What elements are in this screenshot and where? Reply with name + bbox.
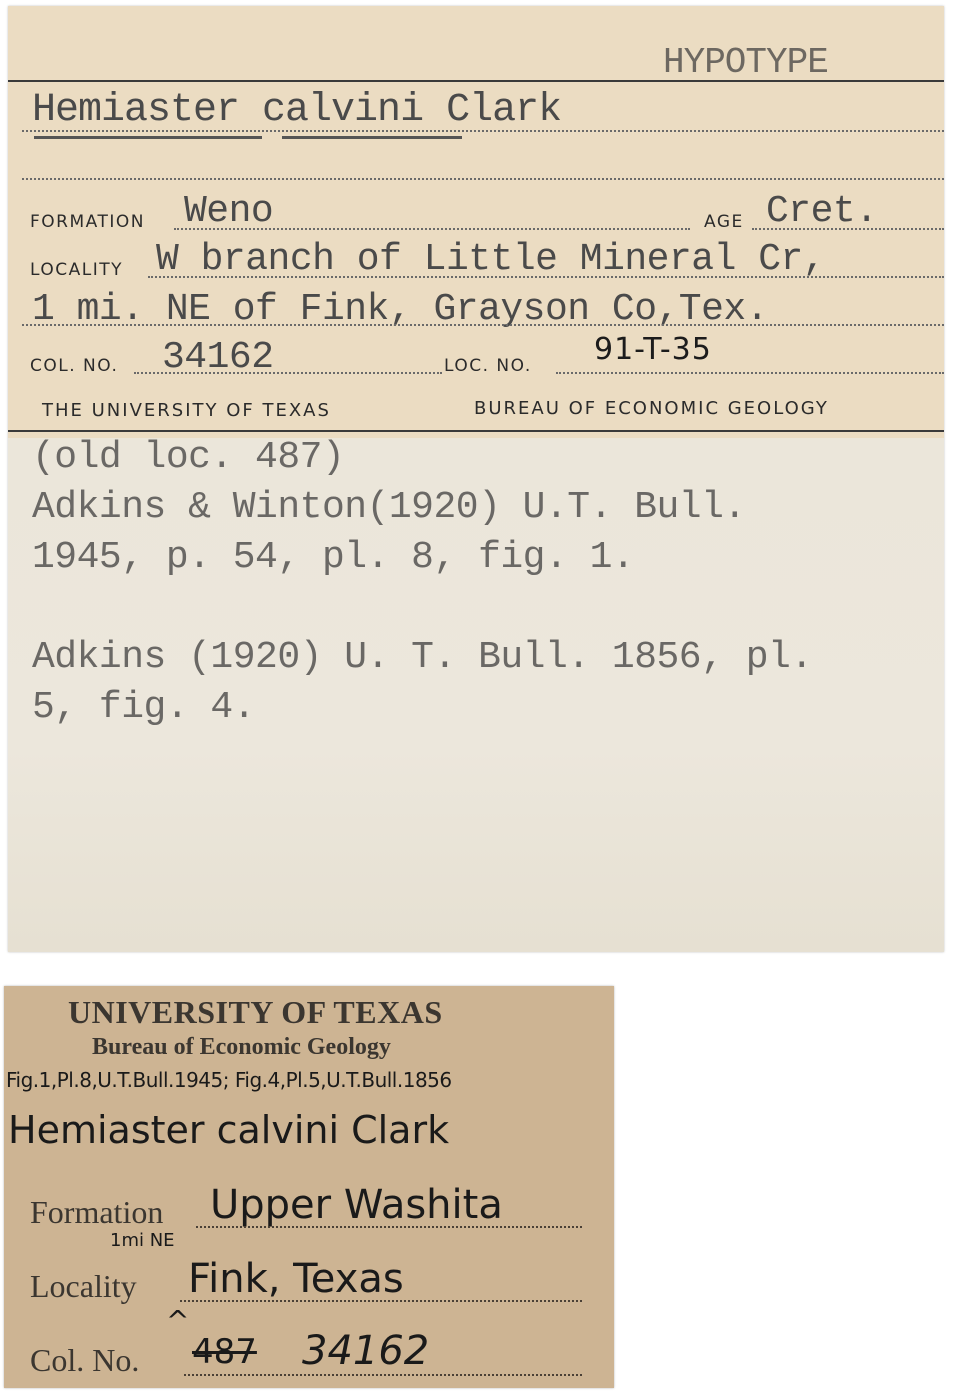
hypotype-stamp: HYPOTYPE [663,42,828,83]
col-no-dotted-line [134,372,442,374]
note-line: 1945, p. 54, pl. 8, fig. 1. [32,536,635,579]
locality-line-1: W branch of Little Mineral Cr, [156,238,826,281]
label-col-no-value: 34162 [302,1328,430,1374]
loc-no-dotted-line [556,372,944,374]
figure-references: Fig.1,Pl.8,U.T.Bull.1945; Fig.4,Pl.5,U.T.Bull.1856 [6,1068,452,1092]
footer-rule [8,430,944,432]
col-no-label: COL. NO. [30,356,119,376]
note-line: (old loc. 487) [32,436,345,479]
label-col-no-struck: 487 [192,1332,257,1372]
note-line: 5, fig. 4. [32,686,256,729]
locality-dotted-line-1 [148,276,944,278]
label-locality-insert: 1mi NE [110,1230,175,1251]
header-rule [8,80,944,82]
species-underline-1 [34,136,262,139]
locality-label: LOCALITY [30,260,123,280]
age-value: Cret. [766,190,878,233]
label-subtitle: Bureau of Economic Geology [92,1034,391,1060]
label-col-no-label: Col. No. [30,1342,140,1378]
species-dotted-line [22,130,944,132]
label-formation-value: Upper Washita [210,1182,503,1228]
note-line: Adkins & Winton(1920) U.T. Bull. [32,486,746,529]
label-locality-dotted [180,1300,582,1302]
label-locality-value: Fink, Texas [188,1256,404,1302]
label-locality-label: Locality [30,1268,137,1304]
species-name: Hemiaster calvini Clark [32,88,562,133]
age-dotted-line [752,228,944,230]
locality-line-2: 1 mi. NE of Fink, Grayson Co,Tex. [32,288,769,331]
label-formation-dotted [196,1226,582,1228]
footer-bureau: BUREAU OF ECONOMIC GEOLOGY [474,398,829,419]
label-col-no-dotted [184,1374,582,1376]
age-label: AGE [704,212,744,232]
caret-mark: ^ [166,1304,190,1337]
loc-no-value: 91-T-35 [594,332,712,367]
species-underline-2 [282,136,462,139]
label-formation-label: Formation [30,1194,164,1230]
specimen-label [4,986,614,1388]
footer-university: THE UNIVERSITY OF TEXAS [42,400,331,421]
col-no-value: 34162 [162,336,274,379]
label-species: Hemiaster calvini Clark [8,1108,450,1152]
locality-dotted-line-2 [22,324,944,326]
formation-dotted-line [174,228,690,230]
note-line: Adkins (1920) U. T. Bull. 1856, pl. [32,636,813,679]
catalog-card [8,6,944,952]
formation-value: Weno [184,190,274,233]
loc-no-label: LOC. NO. [444,356,532,376]
label-title: UNIVERSITY OF TEXAS [68,994,443,1030]
blank-dotted-line [22,178,944,180]
formation-label: FORMATION [30,212,145,232]
